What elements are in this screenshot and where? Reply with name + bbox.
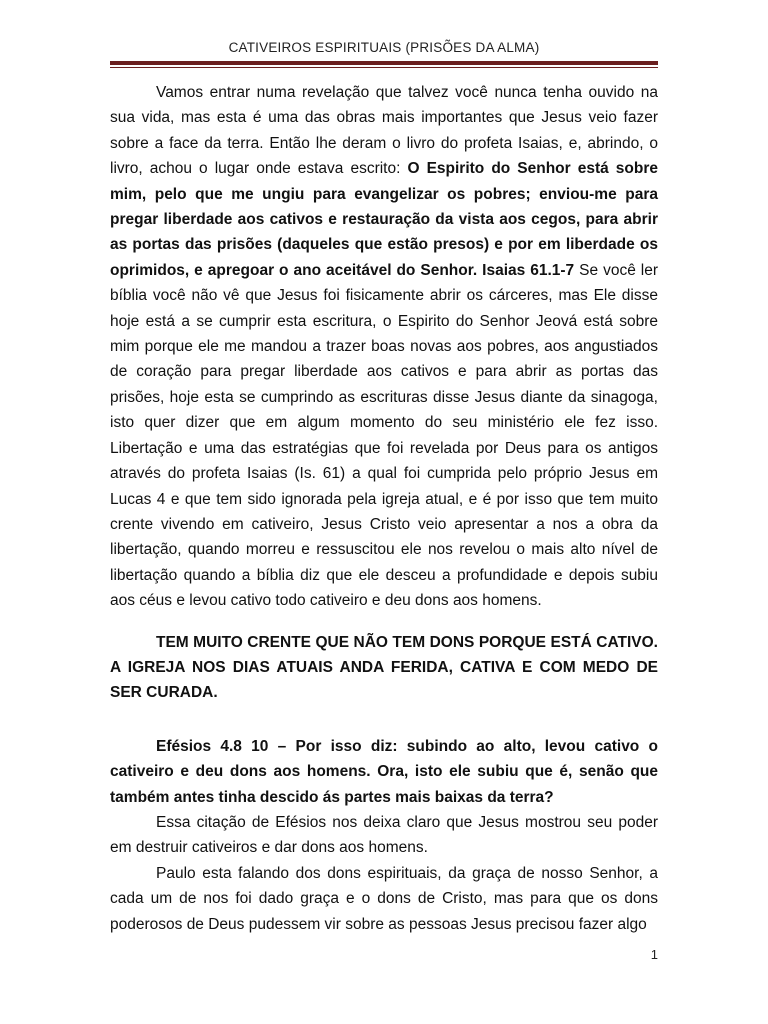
document-body [110, 80, 658, 937]
paragraph-intro [110, 80, 658, 614]
paragraph-intro-text: Vamos entrar numa revelação que talvez você nunca tenha ouvido na sua vida, mas esta é uma das obras mais importantes que Jesus veio fazer sobre a face da terra. Então lhe deram o livro do profeta Isaias, e, abrindo, o livro, achou o lugar onde estava escrito: [110, 84, 658, 178]
isaiah-quote: O Espirito do Senhor está sobre mim, pelo que me ungiu para evangelizar os pobres; enviou-me para pregar liberdade aos cativos e restauração da vista aos cegos, para abrir as portas das prisões (daqueles que estão presos) e por em liberdade os oprimidos, e apregoar o ano aceitável do Senhor. Isaias 61.1-7 [110, 160, 659, 279]
page-number: 1 [650, 947, 658, 962]
paragraph-spacer [110, 706, 658, 734]
emphasis-statement: TEM MUITO CRENTE QUE NÃO TEM DONS PORQUE ESTÁ CATIVO. A IGREJA NOS DIAS ATUAIS ANDA FERIDA, CATIVA E COM MEDO DE SER CURADA. [110, 633, 658, 702]
paragraph-spacer [110, 614, 658, 630]
paragraph-intro-continuation: Se você ler bíblia você não vê que Jesus foi fisicamente abrir os cárceres, mas Ele disse hoje está a se cumprir esta escritura, o Espirito do Senhor Jeová está sobre mim porque ele me mandou a trazer boas novas aos pobres, aos angustiados de coração para pregar liberdade aos cativos e para abrir as portas das prisões, hoje esta se cumprindo as escrituras disse Jesus diante da sinagoga, isto quer dizer que em algum momento do seu ministério ele fez isso. Libertação e uma das estratégias que foi revelada por Deus para os antigos através do profeta Isaias (Is. 61) a qual foi cumprida pelo próprio Jesus em Lucas 4 e que tem sido ignorada pela igreja atual, e é por isso que tem muito crente vivendo em cativeiro, Jesus Cristo veio apresentar a nos a obra da libertação, quando morreu e ressuscitou ele nos revelou o mais alto nível de libertação quando a bíblia diz que ele desceu a profundidade e depois subiu aos céus e levou cativo todo cativeiro e deu dons aos homens. [110, 261, 658, 610]
header-rule-thick [110, 61, 658, 65]
paragraph-spiritual-gifts: Paulo esta falando dos dons espirituais, da graça de nosso Senhor, a cada um de nos foi dado graça e o dons de Cristo, mas para que os dons poderosos de Deus pudessem vir sobre as pessoas Jesus precisou fazer algo [110, 864, 658, 933]
header-rule-thin [110, 67, 658, 68]
running-header: CATIVEIROS ESPIRITUAIS (PRISÕES DA ALMA) [228, 40, 540, 55]
ephesians-quote: Efésios 4.8 10 – Por isso diz: subindo ao alto, levou cativo o cativeiro e deu dons aos homens. Ora, isto ele subiu que é, senão que também antes tinha descido ás partes mais baixas da terra? [110, 737, 658, 806]
paragraph-ephesians-comment: Essa citação de Efésios nos deixa claro que Jesus mostrou seu poder em destruir cativeiros e dar dons aos homens. [110, 813, 658, 857]
